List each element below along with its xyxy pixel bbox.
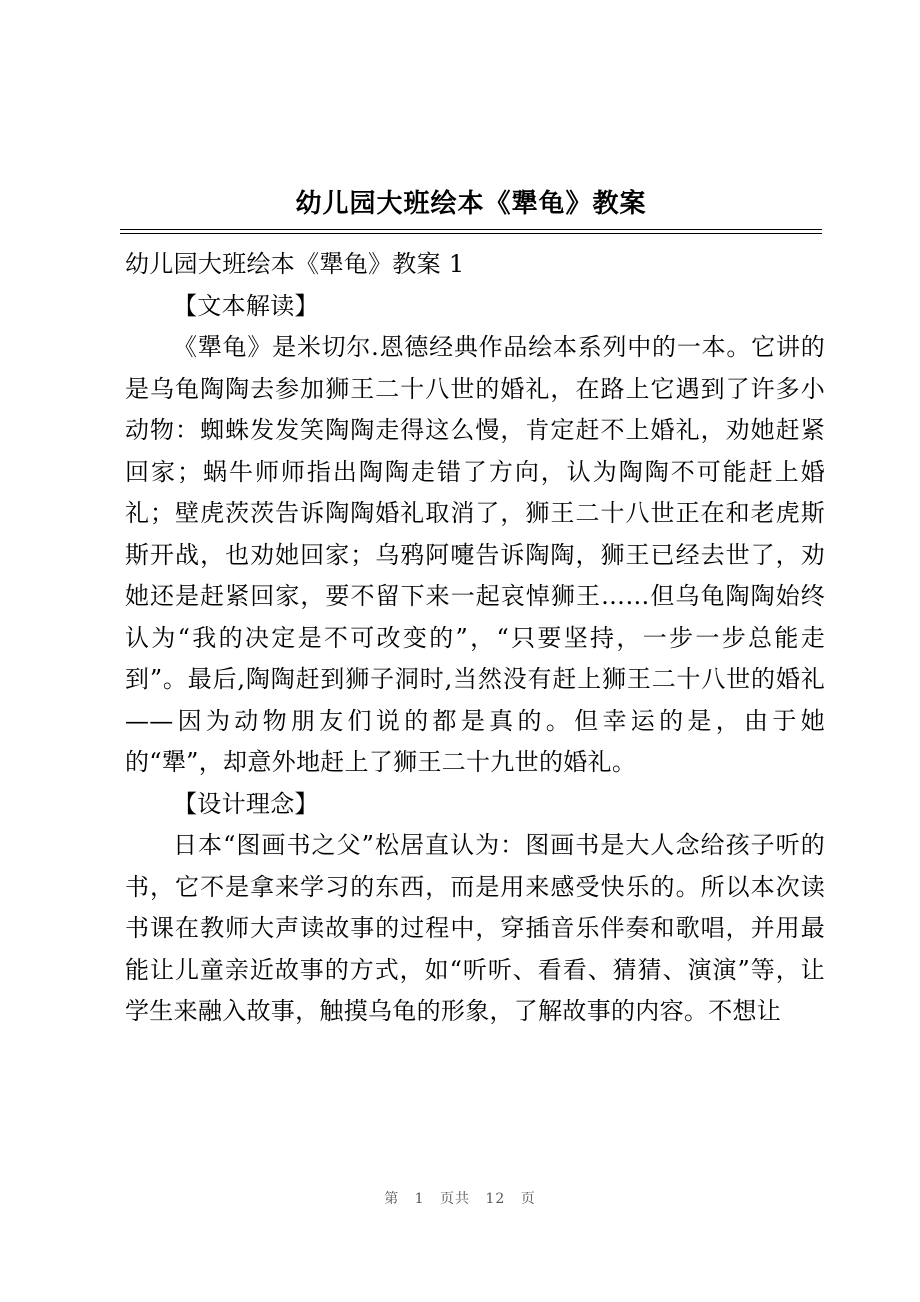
- footer-middle: 页共: [440, 1191, 471, 1207]
- footer-total-pages: 12: [485, 1191, 506, 1207]
- page-footer: [0, 1188, 920, 1208]
- footer-page-number: 1: [414, 1191, 425, 1207]
- title-double-rule: [120, 229, 822, 234]
- section-heading-design-concept: 【设计理念】: [173, 789, 319, 818]
- section-heading-text-reading: 【文本解读】: [173, 291, 319, 320]
- document-title: 幼儿园大班绘本《犟龟》教案: [295, 189, 647, 219]
- paragraph-design-concept: 日本“图画书之父”松居直认为：图画书是大人念给孩子听的书，它不是拿来学习的东西，而是用来感受快乐的。所以本次读书课在教师大声读故事的过程中，穿插音乐伴奏和歌唱，并用最能让儿童亲近故事的方式，如“听听、看看、猜猜、演演”等，让学生来融入故事，触摸乌龟的形象，了解故事的内容。不想让: [125, 831, 825, 1025]
- document-body: [125, 244, 825, 1033]
- paragraph-text-reading: 《犟龟》是米切尔.恩德经典作品绘本系列中的一本。它讲的是乌龟陶陶去参加狮王二十八世的婚礼，在路上它遇到了许多小动物：蜘蛛发发笑陶陶走得这么慢，肯定赶不上婚礼，劝她赶紧回家；蜗牛师师指出陶陶走错了方向，认为陶陶不可能赶上婚礼；壁虎茨茨告诉陶陶婚礼取消了，狮王二十八世正在和老虎斯斯开战，也劝她回家；乌鸦阿嚏告诉陶陶，狮王已经去世了，劝她还是赶紧回家，要不留下来一起哀悼狮王……但乌龟陶陶始终认为“我的决定是不可改变的”，“只要坚持，一步一步总能走到”。最后,陶陶赶到狮子洞时,当然没有赶上狮王二十八世的婚礼——因为动物朋友们说的都是真的。但幸运的是，由于她的“犟”，却意外地赶上了狮王二十九世的婚礼。: [125, 333, 825, 776]
- document-subtitle: 幼儿园大班绘本《犟龟》教案 1: [125, 250, 465, 278]
- footer-prefix: 第: [384, 1191, 400, 1207]
- footer-suffix: 页: [520, 1191, 536, 1207]
